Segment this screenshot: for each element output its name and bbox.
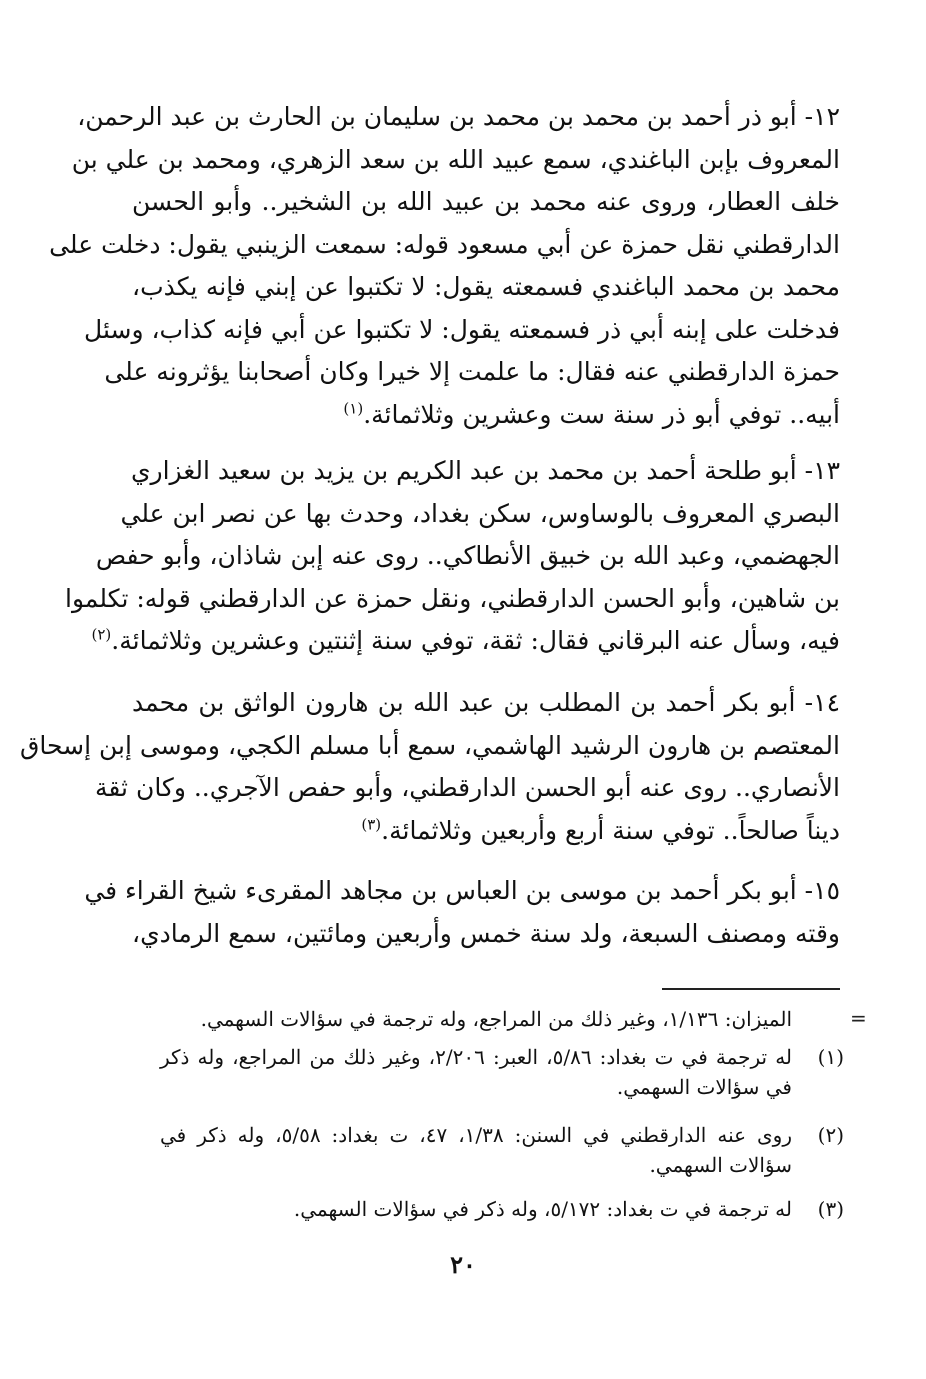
entry-line: ١٥- أبو بكر أحمد بن موسى بن العباس بن مجاهد المقرىء شيخ القراء في xyxy=(84,876,840,905)
footnote-ref-2: (٢) xyxy=(91,625,112,644)
entry-line: المعتصم بن هارون الرشيد الهاشمي، سمع أبا مسلم الكجي، وموسى إبن إسحاق xyxy=(19,730,840,760)
entry-last-text: ديناً صالحاً.. توفي سنة أربع وأربعين وثلاثمائة. xyxy=(381,815,840,845)
page-number: ٢٠ xyxy=(450,1250,476,1279)
footnotes xyxy=(160,1004,844,1234)
entry-last-text: أبيه.. توفي أبو ذر سنة ست وعشرين وثلاثمائة. xyxy=(363,399,840,429)
entry-line: بن شاهين، وأبو الحسن الدارقطني، ونقل حمزة عن الدارقطني قوله: تكلموا xyxy=(65,583,840,613)
entry-line: حمزة الدارقطني عنه فقال: ما علمت إلا خيرا وكان أصحابنا يؤثرونه على xyxy=(104,357,840,386)
entry-line xyxy=(91,620,840,663)
footnote-body xyxy=(160,1194,792,1224)
continuation-mark: = xyxy=(850,1006,867,1030)
footnote-ref-3: (٣) xyxy=(361,815,382,834)
footnote-line: سؤالات السهمي. xyxy=(649,1153,792,1177)
entry-line xyxy=(132,394,840,437)
footnote-line: في سؤالات السهمي. xyxy=(616,1075,792,1099)
footnote-body xyxy=(160,1004,792,1034)
entry-line: الجهضمي، وعبد الله بن خبيق الأنطاكي.. روى عنه إبن شاذان، وأبو حفص xyxy=(95,541,840,570)
entry-line: ١٢- أبو ذر أحمد بن محمد بن محمد بن سليمان بن الحارث بن عبد الرحمن، xyxy=(77,102,840,131)
footnote-line: له ترجمة في ت بغداد: ٥/٨٦، العبر: ٢/٢٠٦، وغير ذلك من المراجع، وله ذكر xyxy=(160,1045,793,1069)
footnote-number: (١) xyxy=(817,1045,844,1069)
entry-line: خلف العطار، وروى عنه محمد بن عبيد الله بن الشخير.. وأبو الحسن xyxy=(132,187,840,216)
entry-13 xyxy=(65,450,840,663)
footnote-2 xyxy=(160,1120,844,1180)
entry-14 xyxy=(19,682,840,852)
footnote-body xyxy=(160,1120,792,1180)
entry-line: ١٤- أبو بكر أحمد بن المطلب بن عبد الله بن هارون الواثق بن محمد xyxy=(132,688,840,717)
footnote-ref-1: (١) xyxy=(343,399,364,418)
footnote-number: (٣) xyxy=(817,1197,844,1221)
entry-line: الأنصاري.. روى عنه أبو الحسن الدارقطني، وأبو حفص الآجري.. وكان ثقة xyxy=(95,773,840,802)
entry-line: المعروف بإبن الباغندي، سمع عبيد الله بن سعد الزهري، ومحمد بن علي بن xyxy=(71,144,840,174)
footnote-body xyxy=(160,1042,792,1102)
entry-line: وقته ومصنف السبعة، ولد سنة خمس وأربعين ومائتين، سمع الرمادي، xyxy=(132,918,840,948)
footnote-1 xyxy=(160,1042,844,1102)
footnote-line: له ترجمة في ت بغداد: ٥/١٧٢، وله ذكر في سؤالات السهمي. xyxy=(293,1197,792,1221)
entry-line: فدخلت على إبنه أبي ذر فسمعته يقول: لا تكتبوا عن أبي فإنه كذاب، وسئل xyxy=(84,314,840,344)
entry-line: محمد بن محمد الباغندي فسمعته يقول: لا تكتبوا عن إبني فإنه يكذب، xyxy=(132,272,840,301)
footnote-3 xyxy=(160,1194,844,1224)
footnote-line: روى عنه الدارقطني في السنن: ١/٣٨، ٤٧، ت بغداد: ٥/٥٨، وله ذكر في xyxy=(160,1123,792,1147)
entry-15 xyxy=(84,870,840,955)
entry-12 xyxy=(49,96,840,436)
footnote-continuation xyxy=(160,1004,844,1034)
footnote-separator xyxy=(662,988,840,990)
entry-line: الدارقطني نقل حمزة عن أبي مسعود قوله: سمعت الزينبي يقول: دخلت على xyxy=(49,229,840,259)
entry-line: ١٣- أبو طلحة أحمد بن محمد بن عبد الكريم بن يزيد بن سعيد الغزاري xyxy=(130,456,840,485)
entry-last-text: فيه، وسأل عنه البرقاني فقال: ثقة، توفي سنة إثنتين وعشرين وثلاثمائة. xyxy=(111,626,840,655)
footnote-number: (٢) xyxy=(817,1123,844,1147)
entry-line: البصري المعروف بالوساوس، سكن بغداد، وحدث بها عن نصر ابن علي xyxy=(120,498,840,528)
footnote-line: الميزان: ١/١٣٦، وغير ذلك من المراجع، وله ترجمة في سؤالات السهمي. xyxy=(200,1007,792,1031)
entry-line xyxy=(132,810,840,853)
